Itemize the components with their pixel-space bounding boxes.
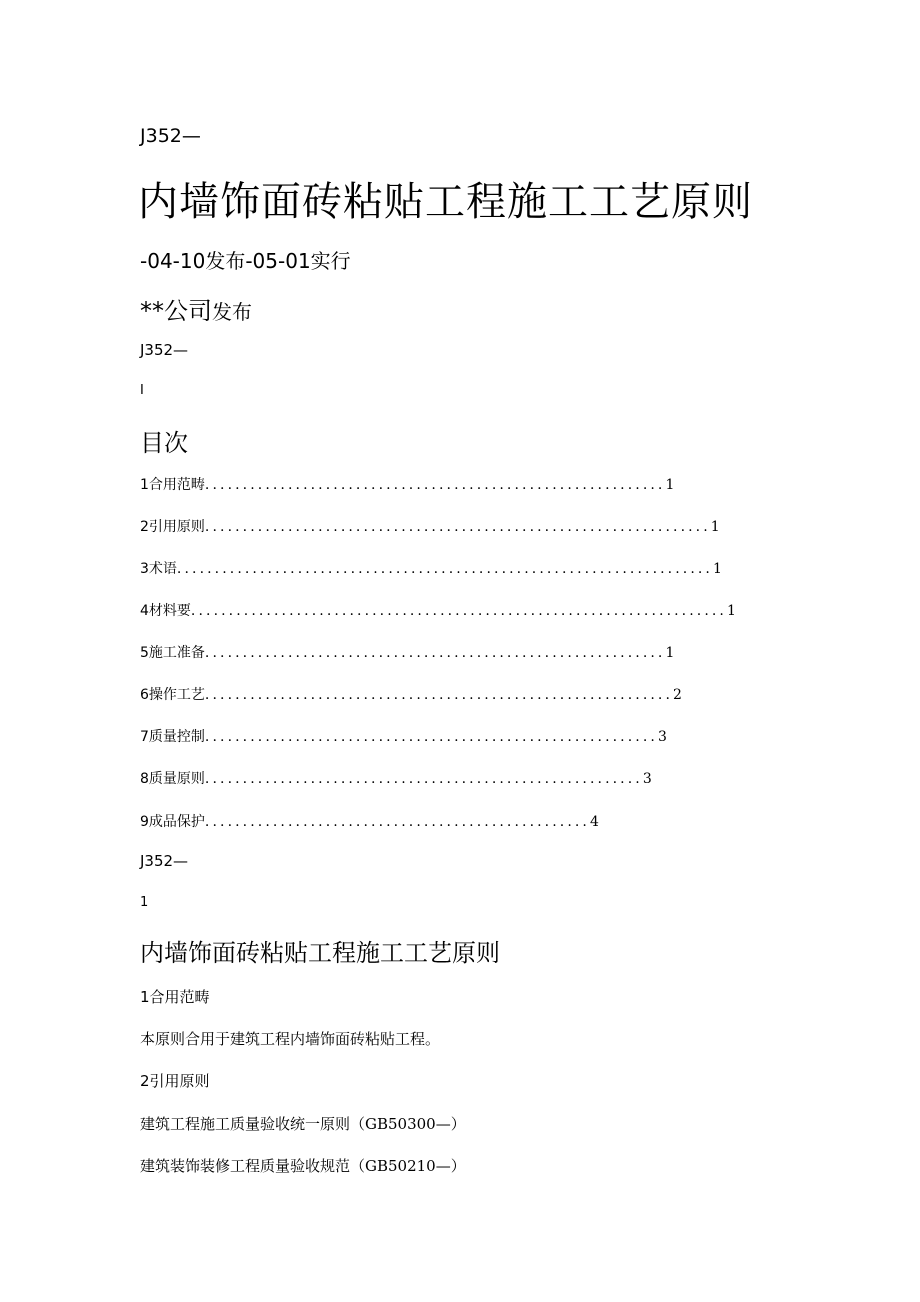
toc-item-page: 1 xyxy=(727,603,736,619)
publish-dates: -04-10发布-05-01实行 xyxy=(140,249,351,273)
publisher-suffix: 发布 xyxy=(212,300,252,324)
toc-item-label: 8质量原则 xyxy=(140,771,205,787)
section-heading: 2引用原则 xyxy=(140,1072,210,1090)
toc-item-page: 2 xyxy=(673,687,682,703)
toc-item-page: 3 xyxy=(642,771,652,787)
toc-item[interactable] xyxy=(140,558,722,578)
toc-leader-dots: ............................................................ xyxy=(204,729,658,745)
cover-title: 内墙饰面砖粘贴工程施工工艺原则 xyxy=(138,179,753,225)
toc-leader-dots: ....................................................................... xyxy=(190,603,727,619)
toc-leader-dots: ....................................................................... xyxy=(176,561,713,577)
toc-leader-dots: ............................................................. xyxy=(204,645,666,661)
toc-item-label: 9成品保护 xyxy=(140,814,205,830)
body-page-code: J352— xyxy=(140,852,189,870)
toc-item[interactable] xyxy=(140,684,682,704)
toc-item[interactable] xyxy=(140,516,720,536)
toc-item[interactable] xyxy=(140,768,652,788)
toc-item-page: 1 xyxy=(713,561,722,577)
publisher xyxy=(140,291,252,326)
toc-page-code: J352— xyxy=(140,341,189,359)
body-title: 内墙饰面砖粘贴工程施工工艺原则 xyxy=(140,939,500,967)
toc-item-label: 5施工准备 xyxy=(140,645,205,661)
publisher-name: **公司 xyxy=(140,297,212,325)
toc-item-label: 7质量控制 xyxy=(140,729,205,745)
toc-leader-dots: ............................................................. xyxy=(204,477,666,493)
toc-item-label: 2引用原则 xyxy=(140,519,205,535)
standard-code: J352— xyxy=(140,125,201,147)
toc-item-page: 1 xyxy=(665,477,675,493)
body-page-number: 1 xyxy=(140,895,149,910)
toc-item-page: 3 xyxy=(657,729,667,745)
section-heading: 1合用范畴 xyxy=(140,988,210,1006)
toc-leader-dots: ................................................... xyxy=(204,814,590,830)
toc-item-label: 4材料要 xyxy=(140,603,191,619)
toc-item-label: 1合用范畴 xyxy=(140,477,205,493)
toc-item[interactable] xyxy=(140,726,667,746)
toc-item-label: 6操作工艺 xyxy=(140,687,205,703)
paragraph: 建筑装饰装修工程质量验收规范（GB50210—） xyxy=(140,1157,466,1175)
toc-item-page: 4 xyxy=(589,814,599,830)
toc-item[interactable] xyxy=(140,642,674,662)
toc-leader-dots: ................................................................... xyxy=(204,519,711,535)
toc-page-number: I xyxy=(140,383,144,398)
toc-item-label: 3术语 xyxy=(140,561,177,577)
toc-item-page: 1 xyxy=(665,645,675,661)
toc-item[interactable] xyxy=(140,600,736,620)
paragraph: 本原则合用于建筑工程内墙饰面砖粘贴工程。 xyxy=(140,1030,441,1048)
toc-leader-dots: .............................................................. xyxy=(204,687,674,703)
toc-title: 目次 xyxy=(140,429,188,457)
toc-leader-dots: .......................................................... xyxy=(204,771,643,787)
toc-item-page: 1 xyxy=(710,519,720,535)
paragraph: 建筑工程施工质量验收统一原则（GB50300—） xyxy=(140,1115,466,1133)
toc-item[interactable] xyxy=(140,474,674,494)
toc-item[interactable] xyxy=(140,811,599,831)
